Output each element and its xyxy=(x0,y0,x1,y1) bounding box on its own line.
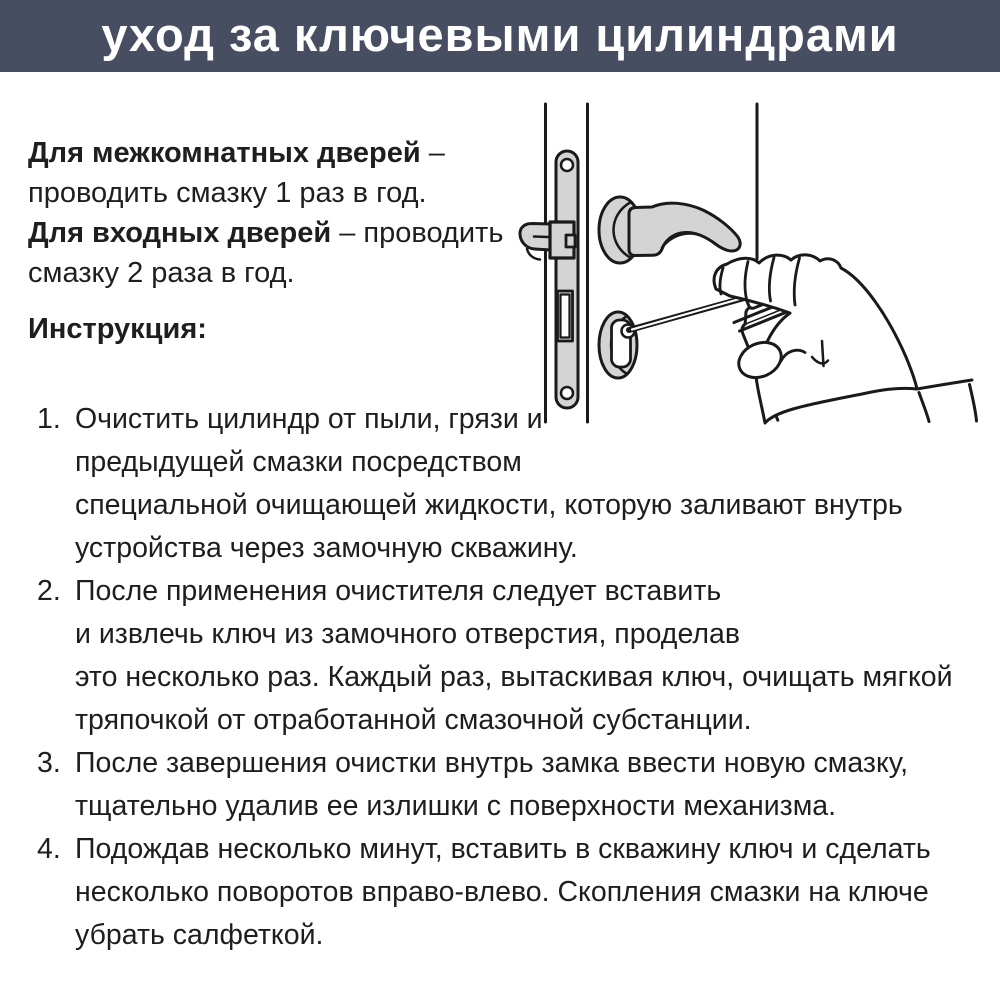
step-line: это несколько раз. Каждый раз, вытаскивая ключ, очищать мягкой xyxy=(75,661,953,693)
step-line: Подождав несколько минут, вставить в скважину ключ и сделать xyxy=(75,833,931,865)
lock-body-notch xyxy=(566,235,575,247)
intro-line-bold: Для межкомнатных дверей xyxy=(28,137,421,169)
finger-line xyxy=(745,262,748,300)
step-lines xyxy=(75,398,903,570)
step-item-1 xyxy=(37,398,953,570)
lock-faceplate xyxy=(556,151,578,408)
spray-nozzle xyxy=(741,275,777,310)
intro-line xyxy=(28,133,503,173)
intro-text xyxy=(28,133,503,293)
handle-lever xyxy=(629,203,740,255)
door-handle xyxy=(599,197,740,263)
handle-rose xyxy=(599,197,641,263)
intro-line-regular: – проводить xyxy=(331,217,504,249)
step-item-4 xyxy=(37,828,953,957)
intro-line xyxy=(28,253,503,293)
step-line: специальной очищающей жидкости, которую заливают внутрь xyxy=(75,489,903,521)
page-header xyxy=(0,0,1000,72)
step-line: После завершения очистки внутрь замка ввести новую смазку, xyxy=(75,747,909,779)
step-line: тщательно удалив ее излишки с поверхности механизма. xyxy=(75,790,837,822)
intro-line-bold: Для входных дверей xyxy=(28,217,332,249)
step-line: После применения очистителя следует вставить xyxy=(75,575,722,607)
door-edge-lines xyxy=(546,104,758,422)
latch-bolt xyxy=(520,224,551,251)
cylinder-slot xyxy=(558,291,573,341)
instruction-heading: Инструкция: xyxy=(28,313,207,345)
intro-line-regular: – xyxy=(420,137,445,169)
step-number: 1. xyxy=(37,403,61,435)
step-number: 2. xyxy=(37,575,61,607)
step-line: Очистить цилиндр от пыли, грязи и xyxy=(75,403,543,435)
spray-straw xyxy=(629,298,746,331)
step-line: тряпочкой от отработанной смазочной субстанции. xyxy=(75,704,752,736)
intro-line xyxy=(28,173,503,213)
step-line: убрать салфеткой. xyxy=(75,919,324,951)
step-line: устройства через замочную скважину. xyxy=(75,532,578,564)
step-lines xyxy=(75,570,953,742)
step-line: и извлечь ключ из замочного отверстия, проделав xyxy=(75,618,740,650)
step-lines xyxy=(75,828,931,957)
thumb xyxy=(733,336,787,384)
keyhole-escutcheon xyxy=(599,312,637,378)
intro-line-regular: проводить смазку 1 раз в год. xyxy=(28,177,427,209)
finger-line xyxy=(720,268,723,294)
curled-fingertip xyxy=(781,350,805,361)
step-item-2 xyxy=(37,570,953,742)
intro-line-regular: смазку 2 раза в год. xyxy=(28,257,295,289)
step-item-3 xyxy=(37,742,953,828)
steps-list xyxy=(37,398,953,957)
lock-body xyxy=(550,222,574,258)
step-line: несколько поворотов вправо-влево. Скопления смазки на ключе xyxy=(75,876,929,908)
finger-line xyxy=(794,258,799,305)
can-shoulder xyxy=(740,293,789,323)
step-lines xyxy=(75,742,908,828)
mortise-lock xyxy=(520,151,578,408)
step-number: 3. xyxy=(37,747,61,779)
keyhole xyxy=(612,320,631,367)
intro-line xyxy=(28,213,503,253)
screw-top-icon xyxy=(561,159,573,171)
page-title: уход за ключевыми цилиндрами xyxy=(101,8,899,61)
step-number: 4. xyxy=(37,833,61,865)
step-line: предыдущей смазки посредством xyxy=(75,446,522,478)
finger-line xyxy=(769,258,774,302)
